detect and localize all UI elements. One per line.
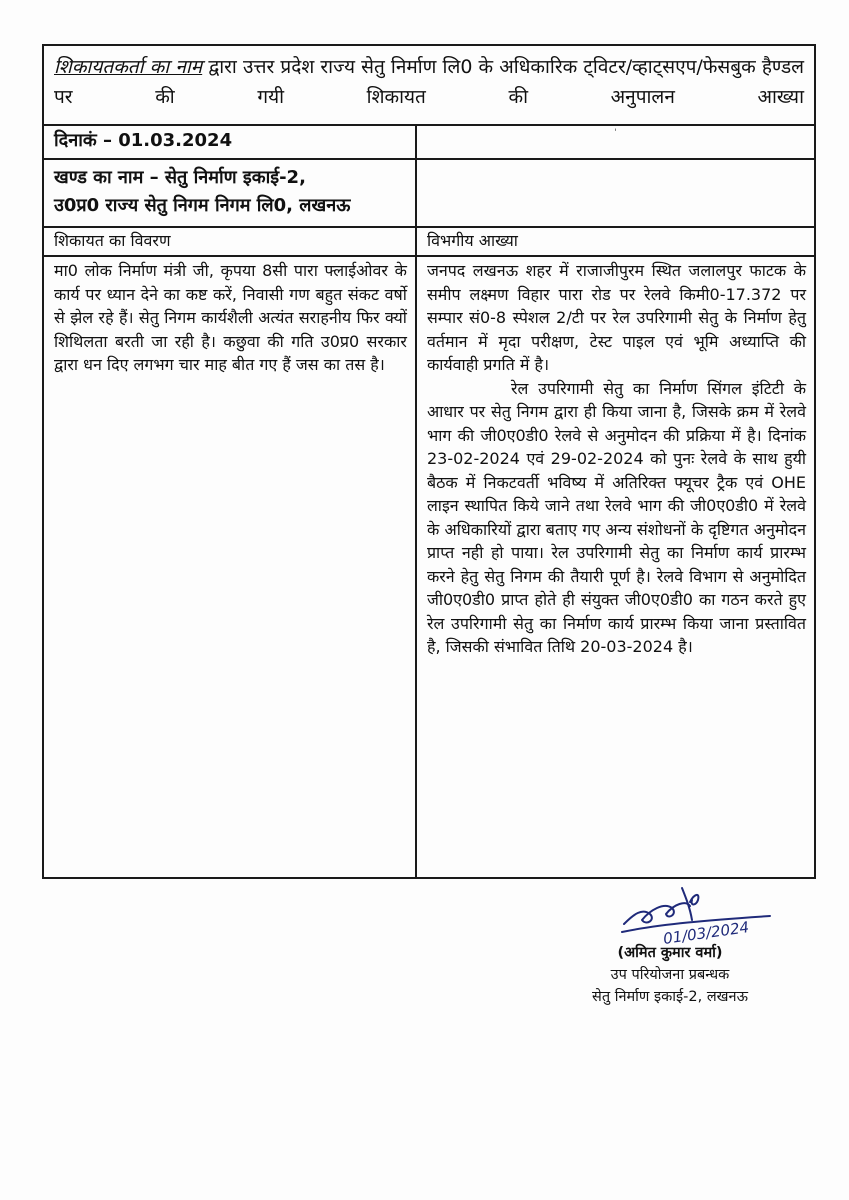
body-row xyxy=(43,256,815,878)
complaint-details-cell xyxy=(43,256,416,878)
title-text: द्वारा उत्तर प्रदेश राज्य सेतु निर्माण लि0 के अधिकारिक ट्विटर/व्हाट्सएप/फेसबुक हैण्डल पर की गयी शिकायत की अनुपालन आख्या xyxy=(54,56,804,108)
complaint-table xyxy=(42,44,816,879)
date-cell: दिनाकं – 01.03.2024 xyxy=(43,125,416,159)
response-paragraph-2: रेल उपरिगामी सेतु का निर्माण सिंगल इंटिटी के आधार पर सेतु निगम द्वारा ही किया जाना है, जिसके क्रम में रेलवे भाग की जी0ए0डी0 रेलवे से अनुमोदन की प्रक्रिया में है। दिनांक 23-02-2024 एवं 29-02-2024 को पुनः रेलवे के साथ हुयी बैठक में निकटवर्ती भविष्य में अतिरिक्त फ्यूचर ट्रैक एवं OHE लाइन स्थापित किये जाने तथा रेलवे भाग की जी0ए0डी0 में रेलवे के अधिकारियों द्वारा बताए गए अन्य संशोधनों के दृष्टिगत अनुमोदन प्राप्त नही हो पाया। रेल उपरिगामी सेतु का निर्माण कार्य प्रारम्भ करने हेतु सेतु निगम की तैयारी पूर्ण है। रेलवे विभाग से अनुमोदित जी0ए0डी0 प्राप्त होते ही संयुक्त जी0ए0डी0 का गठन करते हुए रेल उपरिगामी सेतु का निर्माण कार्य प्रारम्भ किया जाना प्रस्तावित है, जिसकी संभावित तिथि 20-03-2024 है। xyxy=(426,378,806,656)
khand-line-2: उ0प्र0 राज्य सेतु निगम निगम लि0, लखनऊ xyxy=(54,195,351,216)
signatory-block xyxy=(540,942,800,1008)
signatory-office: सेतु निर्माण इकाई-2, लखनऊ xyxy=(592,989,748,1005)
khand-row xyxy=(43,159,815,227)
document-title xyxy=(43,45,815,125)
complaint-details-label: शिकायत का विवरण xyxy=(43,227,416,256)
signatory-designation: उप परियोजना प्रबन्धक xyxy=(610,967,730,983)
date-blank-cell xyxy=(416,125,815,159)
signature-date: 01/03/2024 xyxy=(662,918,751,948)
department-response-label: विभगीय आख्या xyxy=(416,227,815,256)
complainant-label: शिकायतकर्ता का नाम xyxy=(54,56,203,78)
complaint-text: मा0 लोक निर्माण मंत्री जी, कृपया 8सी पारा फ्लाईओवर के कार्य पर ध्यान देने का कष्ट करें, निवासी गण बहुत संकट वर्षो से झेल रहे हैं। सेतु निगम कार्यशैली अत्यंत सराहनीय फिर क्यों शिथिलता बरती जा रही है। कछुवा की गति उ0प्र0 सरकार द्वारा धन दिए लगभग चार माह बीत गए हैं जस का तस है। xyxy=(54,261,407,374)
column-label-row xyxy=(43,227,815,256)
khand-cell xyxy=(43,159,416,227)
department-response-cell xyxy=(416,256,815,878)
response-paragraph-1: जनपद लखनऊ शहर में राजाजीपुरम स्थित जलालपुर फाटक के समीप लक्ष्मण विहार पारा रोड पर रेलवे किमी0-17.372 पर सम्पार सं0-8 स्पेशल 2/टी पर रेल उपरिगामी सेतु के निर्माण हेतु वर्तमान में मृदा परीक्षण, टेस्ट पाइल एवं भूमि अध्याप्ति की कार्यवाही प्रगति में है। xyxy=(426,261,806,374)
header-row xyxy=(43,45,815,125)
stray-mark: ' xyxy=(614,128,617,138)
handwritten-signature xyxy=(620,880,780,950)
khand-blank-cell xyxy=(416,159,815,227)
khand-line-1: खण्ड का नाम – सेतु निर्माण इकाई-2, xyxy=(54,167,306,188)
signatory-name: (अमित कुमार वर्मा) xyxy=(617,945,723,961)
date-row xyxy=(43,125,815,159)
